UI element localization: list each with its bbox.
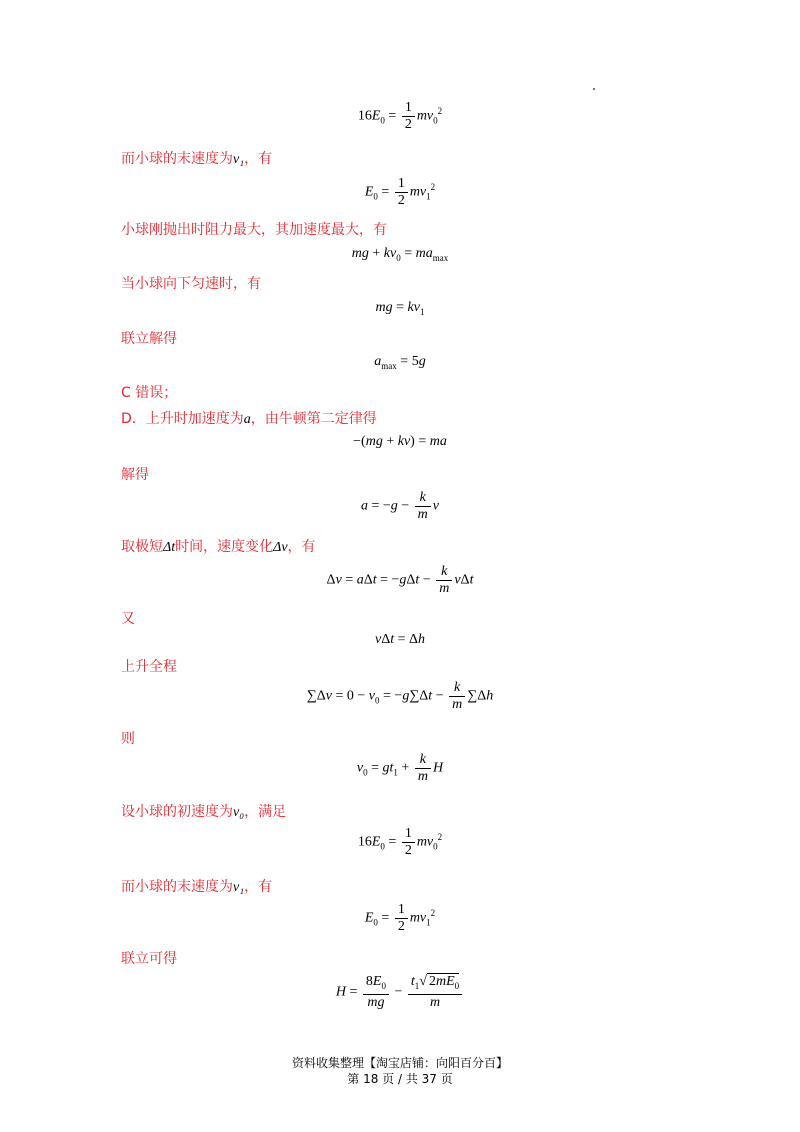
footer-source: 资料收集整理【淘宝店铺：向阳百分百】 (291, 1056, 508, 1070)
text-solve-together: 联立解得 (121, 331, 177, 347)
equation-max-acceleration: mg + $kv_0 = ma_{max}$ (351, 246, 449, 263)
text-whole-ascent: 上升全程 (121, 659, 177, 675)
text-terminal-velocity: 当小球向下匀速时，有 (121, 276, 261, 292)
text-final-velocity-2: 而小球的末速度为v₁，有 (121, 879, 273, 895)
text-initial-velocity: 设小球的初速度为v₀，满足 (121, 804, 287, 820)
text-c-wrong: C 错误； (121, 385, 178, 401)
text-small-interval: 取极短Δt时间，速度变化Δv，有 (121, 539, 316, 555)
equation-sum: $\sum\Delta v = 0 - v_0 = -g\sum\Delta t$ − $\frac{k}{m}$ ∑Δh (306, 680, 494, 712)
equation-delta-h: vΔt = Δh (374, 632, 426, 647)
equation-height-result: H = $\frac{8E_0}{mg}$ − $\frac{t_1√ 2mE_0}{m}$ (0, 974, 800, 1011)
equation-newton-second: −(mg + kv) = ma (353, 434, 447, 449)
equation-delta-v: Δv = aΔt = −gΔt − $\frac{k}{m}$ vΔt (326, 564, 474, 596)
equation-kinetic-final-2: $E_0$ = $\frac{1}{2}$ $mv_1^2$ (364, 902, 436, 934)
equation-kinetic-initial-2: $16E_0$ = $\frac{1}{2}$ $mv_0^2$ (357, 826, 443, 858)
equation-acceleration: a = −g − $\frac{k}{m}$ v (360, 490, 440, 522)
text-obtain: 联立可得 (121, 951, 177, 967)
footer-page-number: 第 18 页 / 共 37 页 (347, 1072, 453, 1086)
text-option-d: D．上升时加速度为a，由牛顿第二定律得 (121, 411, 377, 427)
equation-terminal: mg = $kv_1$ (375, 300, 425, 317)
equation-v0: $v_0 = gt_1$ + $\frac{k}{m}$ H (356, 752, 444, 784)
equation-amax-result: $a_{max} = 5g$ (374, 354, 426, 371)
equation-kinetic-initial: $16E_0$ = $\frac{1}{2}$ $mv_0^2$ (357, 100, 443, 132)
text-max-resistance: 小球刚抛出时阻力最大，其加速度最大，有 (121, 222, 387, 238)
scan-speck (593, 88, 595, 90)
text-solve: 解得 (121, 467, 149, 483)
text-then: 则 (121, 731, 135, 747)
text-also: 又 (121, 611, 135, 627)
text-final-velocity: 而小球的末速度为v₁，有 (121, 151, 273, 167)
equation-kinetic-final: $E_0$ = $\frac{1}{2}$ $mv_1^2$ (364, 176, 436, 208)
